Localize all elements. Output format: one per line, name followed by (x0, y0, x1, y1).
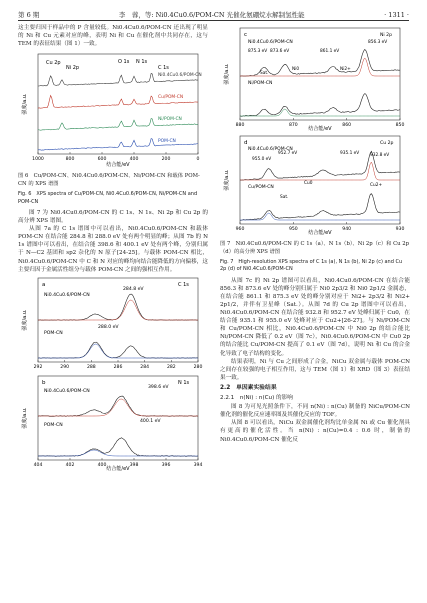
fig6-peak-o1s: O 1s (118, 59, 130, 66)
section-2-2: 2.2 单因素实验结果 (220, 384, 277, 391)
fig6-legend-2: Ni/POM-CN (158, 117, 182, 123)
fig7c-tag: Ni 2p (380, 33, 393, 38)
fig7a-tick-label-4: 284 (140, 364, 150, 370)
fig6-tick-label-1: 800 (65, 157, 75, 163)
fig7b-tick-label-2: 400 (97, 462, 107, 468)
fig7a-tick-label-3: 286 (113, 364, 123, 370)
fig7b-tag: N 1s (178, 379, 190, 386)
running-title: 李 蓉，等: Ni0.4Cu0.6/POM-CN 光催化氨硼烷水解制氢性能 (118, 11, 305, 19)
page-number: · 1311 · (384, 11, 409, 19)
fig7a-ylabel: 强度/a.u. (22, 309, 28, 331)
fig7d-series-0: Ni0.4Cu0.6/POM-CN (248, 147, 293, 152)
subsection-2-2-1: 2.2.1 n(Ni) : n(Cu) 的影响 (220, 395, 293, 402)
fig7b-tick-label-5: 394 (193, 462, 203, 468)
right-para-4: 从图 8 可以看出，NiCu 双金属催化剂均比单金属 Ni 或 Cu 催化剂具有更高的催化活性。当 n(Ni) : n(Cu)=0.4 : 0.6 时，制备的 Ni0.4Cu0.6/POM-CN 催化反 (220, 420, 410, 443)
fig7d-cu2: Cu2+ (370, 183, 383, 188)
page-header (18, 8, 409, 21)
fig7a-tag: C 1s (178, 281, 189, 288)
fig7a-ticks (34, 360, 203, 370)
right-para-2: 结果表明，Ni 与 Cu 之间形成了合金，NiCu 双金属与载体 POM-CN 之间存在较强的电子相互作用，这与 TEM（图 1）和 XRD（图 3）表征结果一致。 (220, 358, 410, 381)
fig7a-curve-0 (38, 294, 198, 320)
fig7d-peak-1: 952.7 eV (278, 151, 298, 156)
fig7c-ylabel: 强度/a.u. (224, 63, 230, 85)
fig6-tick-label-2: 600 (97, 157, 107, 163)
fig7a-series-1: POM-CN (44, 330, 63, 336)
issue-number: 第 6 期 (18, 11, 40, 19)
fig7d-sat: Sat. (280, 195, 289, 200)
fig7d-tick-label-0: 960 (235, 227, 245, 232)
fig7d-label: d (244, 140, 248, 146)
fig7c-fit-1 (240, 109, 400, 116)
fig7b-tick-label-4: 396 (161, 462, 171, 468)
fig7d-curve-1 (240, 194, 400, 221)
fig7a-tick-label-0: 292 (33, 364, 43, 370)
fig7b-peak-1: 400.1 eV (140, 418, 161, 424)
fig7b-tick-label-1: 402 (65, 462, 75, 468)
fig7a-tick-label-1: 290 (60, 364, 70, 370)
fig7c-series-1: Ni/POM-CN (248, 81, 273, 86)
fig7-caption-en: Fig. 7 High-resolution XPS spectra of C 1s (a), N 1s (b), Ni 2p (c) and Cu 2p (d) of Ni0.4Cu0.6/POM-CN (220, 258, 403, 273)
fig7b-label: b (42, 379, 46, 386)
fig6-peak-ni2p: Ni 2p (66, 65, 80, 72)
fig7b-tick-label-3: 398 (129, 462, 139, 468)
fig6-legend-1: Cu/POM-CN (158, 95, 184, 101)
fig7cd-spectra (220, 26, 410, 236)
fig6-peak-n1s: N 1s (136, 59, 148, 66)
fig7b-peak-0: 398.6 eV (148, 384, 169, 390)
fig6-tick-label-4: 200 (161, 157, 171, 163)
fig7c-series-0: Ni0.4Cu0.6/POM-CN (248, 40, 293, 45)
fig7a-tick-label-2: 288 (86, 364, 96, 370)
fig7a-peak-1: 288.0 eV (98, 324, 119, 330)
fig7d-ylabel: 强度/a.u. (224, 169, 230, 191)
fig7c-peak-2: 861.1 eV (320, 49, 340, 54)
right-para-1: 从图 7c 的 Ni 2p 谱图可以看出，Ni0.4Cu0.6/POM-CN 在结合能 856.3 和 873.6 eV 处的峰分别归属于 Ni0 2p3/2 和 Ni0 2p1/2 金属态，在结合能 861.1 和 875.3 eV 处的峰分别对应于 Ni2+ 2p3/2 和 Ni2+ 2p1/2，并伴有卫星峰（Sat.）。从图 7d 的 Cu 2p 谱图中可以看出，Ni0.4Cu0.6/POM-CN 在结合能 932.8 和 952.7 eV 处峰归属于 Cu0，在结合能 935.1 和 955.0 eV 处峰对应于 Cu2+[26-27]。与 Ni/POM-CN 和 Cu/POM-CN 相比，Ni0.4Cu0.6/POM-CN 中 Ni0 2p 的结合能比 Ni/POM-CN 降低了 0.2 eV（图 7c），Ni0.4Cu0.6/POM-CN 中 Cu0 2p 的结合能比 Cu/POM-CN 提高了 0.1 eV（图 7d），说明 Ni 和 Cu 的合金化导致了电子结构的变化。 (220, 277, 410, 357)
fig7d-tick-label-3: 930 (395, 227, 405, 232)
fig6-caption-en: Fig. 6 XPS spectra of Cu/POM-CN, Ni0.4Cu0.6/POM-CN, Ni/POM-CN and POM-CN (18, 191, 198, 205)
fig7b-fit-0 (38, 399, 198, 416)
fig7b-series-0: Ni0.4Cu0.6/POM-CN (44, 388, 90, 394)
fig7a-fit-1 (38, 344, 198, 358)
figure-7ab (18, 276, 208, 475)
fig6-ylabel: 强度/a.u. (22, 93, 28, 115)
fig7a-tick-label-5: 282 (166, 364, 176, 370)
fig7d-xlabel: 结合能/eV (308, 230, 332, 236)
fig7b-curve-0 (38, 396, 198, 416)
fig7a-label: a (42, 281, 46, 288)
fig7b-curve-1 (38, 438, 198, 457)
fig6-tick-label-5: 0 (196, 157, 200, 163)
fig6-peak-c1s: C 1s (158, 65, 169, 72)
fig7c-peak-1: 873.6 eV (270, 49, 290, 54)
fig7a-peak-0: 284.8 eV (123, 286, 144, 292)
fig7a-tick-label-6: 280 (193, 364, 203, 370)
fig6-xlabel: 结合能/eV (106, 162, 130, 169)
fig7b-xlabel: 结合能/eV (106, 465, 130, 472)
fig7c-tick-label-2: 860 (342, 123, 352, 128)
fig7c-curve-1 (240, 94, 400, 117)
left-column (18, 24, 208, 477)
fig7d-tick-label-1: 950 (288, 227, 298, 232)
fig7d-tick-label-2: 940 (342, 227, 352, 232)
fig6-caption-cn: 图 6 Cu/POM-CN、Ni0.4Cu0.6/POM-CN、Ni/POM-CN 和载体 POM-CN 的 XPS 谱图 (18, 173, 200, 187)
fig6-peak-cu2p: Cu 2p (46, 60, 61, 67)
right-column (220, 24, 410, 444)
fig6-tick-label-3: 400 (129, 157, 139, 163)
fig7-caption-cn: 图 7 Ni0.4Cu0.6/POM-CN 的 C 1s（a）、N 1s（b）、Ni 2p（c）和 Cu 2p（d）的高分辨 XPS 谱图 (220, 241, 410, 255)
fig6-ticks (32, 152, 199, 162)
fig7c-ni2: Ni2+ (340, 67, 351, 72)
fig6-legend-0: Ni0.4Cu0.6/POM-CN (158, 73, 202, 79)
fig7d-peak-3: 932.8 eV (370, 153, 390, 158)
fig7ab-spectra (18, 276, 208, 472)
fig7b-tick-label-0: 404 (33, 462, 43, 468)
fig7b-fit-1 (38, 450, 198, 456)
fig7a-series-0: Ni0.4Cu0.6/POM-CN (44, 292, 90, 298)
right-para-3: 图 8 为可见光照条件下，不同 n(Ni) : n(Cu) 制备的 NiCu/POM-CN 催化剂的催化反应速率图及其催化反应的 TOF。 (220, 404, 410, 419)
fig7d-tag: Cu 2p (380, 141, 394, 146)
figure-7cd (220, 26, 410, 239)
figure-6 (18, 50, 208, 171)
fig7c-sat: Sat. (260, 71, 269, 76)
fig7b-ylabel: 强度/a.u. (22, 407, 28, 429)
fig7c-tick-label-0: 880 (235, 123, 245, 128)
fig7c-peak-3: 856.3 eV (368, 40, 388, 45)
fig7c-tick-label-3: 850 (395, 123, 405, 128)
fig7a-fit-0 (38, 300, 198, 320)
fig6-legend-3: POM-CN (158, 139, 176, 145)
fig7c-xlabel: 结合能/eV (308, 126, 332, 132)
fig7d-fit-1 (240, 213, 400, 220)
fig7c-label: c (244, 32, 248, 38)
fig6-tick-label-0: 1000 (32, 157, 44, 163)
fig7c-ni0: Ni0 (292, 67, 300, 72)
fig7d-cu0: Cu0 (304, 181, 313, 186)
fig7d-peak-2: 935.1 eV (340, 151, 360, 156)
left-para-3: 从图 7a 的 C 1s 谱图中可以看出，Ni0.4Cu0.6/POM-CN 和载体 POM-CN 在结合能 284.8 和 288.0 eV 处有两个明显的峰；从图 7b 的 N 1s 谱图中可以看出，在结合能 398.6 和 400.1 eV 处有两个峰，分别归属于 N—C2 基团和 sp2 杂化的 N 原子[24-25]。与载体 POM-CN 相比，Ni0.4Cu0.6/POM-CN 中 C 和 N 对应的峰均向结合能降低的方向偏移，这主要归因于金属活性组分与载体 POM-CN 之间的强相互作用。 (18, 226, 208, 273)
fig6-survey-spectra (18, 50, 208, 168)
fig7a-curve-1 (38, 342, 198, 358)
fig7c-tick-label-1: 870 (288, 123, 298, 128)
fig7d-peak-0: 955.0 eV (252, 157, 272, 162)
fig7b-series-1: POM-CN (44, 422, 63, 428)
fig7d-series-1: Cu/POM-CN (248, 185, 274, 190)
left-para-2: 图 7 为 Ni0.4Cu0.6/POM-CN 的 C 1s、N 1s、Ni 2p 和 Cu 2p 的高分辨 XPS 谱图。 (18, 210, 208, 225)
left-para-1: 这主要归因于样品中的 P 含量较低。Ni0.4Cu0.6/POM-CN 还出现了明显的 Ni 和 Cu 元素对应的峰，表明 Ni 和 Cu 在催化剂中共同存在，这与 TEM 的表征结果（图 1）一致。 (18, 25, 208, 48)
fig7c-peak-0: 875.3 eV (248, 49, 268, 54)
